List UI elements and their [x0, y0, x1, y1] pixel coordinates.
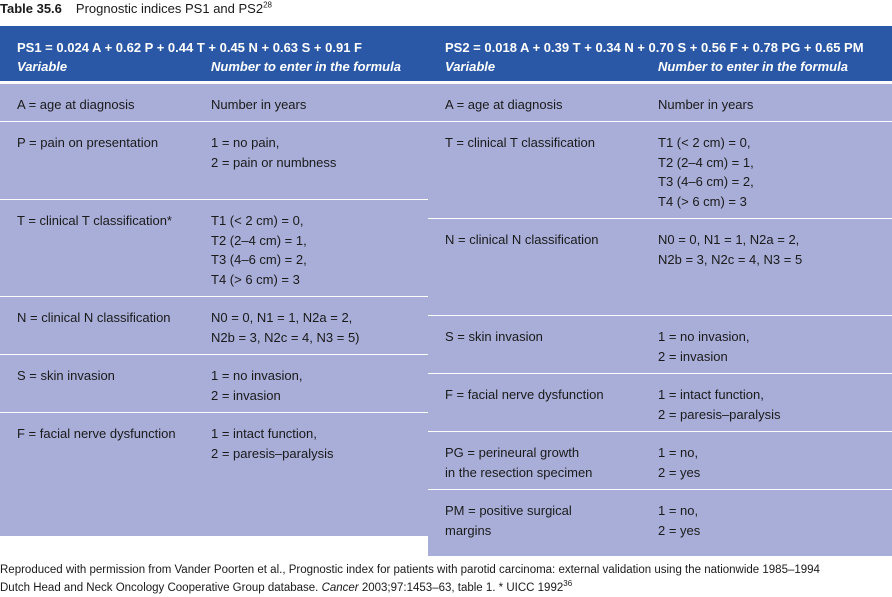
variable-text: F = facial nerve dysfunction: [17, 426, 176, 441]
variable-cell: [445, 385, 658, 431]
variable-text: N = clinical N classification: [17, 310, 171, 325]
variable-cell: [445, 327, 658, 373]
value-text: 1 = intact function,: [658, 387, 764, 402]
value-text: 2 = yes: [658, 464, 701, 480]
ps1-table: [0, 26, 428, 537]
variable-text: T = clinical T classification*: [17, 213, 172, 228]
variable-text: N = clinical N classification: [445, 232, 599, 247]
footnote-ref: 36: [563, 578, 573, 588]
ps1-formula: PS1 = 0.024 A + 0.62 P + 0.44 T + 0.45 N + 0.63 S + 0.91 F: [17, 40, 362, 55]
ps1-row: [0, 355, 428, 413]
value-text: T2 (2–4 cm) = 1,: [211, 232, 307, 248]
value-text: 1 = intact function,: [211, 426, 317, 441]
variable-cell: [445, 95, 658, 121]
variable-text: A = age at diagnosis: [445, 97, 563, 112]
footnote-source: Dutch Head and Neck Oncology Cooperative Group database.: [0, 581, 319, 594]
value-text: 1 = no,: [658, 445, 699, 460]
value-cell: [211, 211, 307, 296]
ps2-row: [428, 316, 892, 374]
value-cell: [211, 95, 306, 121]
table-footnote: [0, 562, 892, 597]
value-text: 2 = paresis–paralysis: [211, 445, 334, 461]
value-text: N0 = 0, N1 = 1, N2a = 2,: [211, 310, 353, 325]
value-cell: [658, 230, 802, 315]
variable-cell: [17, 95, 211, 121]
footnote-citation: 2003;97:1453–63, table 1. * UICC 1992: [361, 581, 564, 594]
value-text: T1 (< 2 cm) = 0,: [211, 213, 304, 228]
value-text: 1 = no invasion,: [211, 368, 303, 383]
table-caption: [0, 0, 272, 22]
value-cell: [658, 501, 700, 556]
ps1-row: [0, 122, 428, 200]
value-text: N0 = 0, N1 = 1, N2a = 2,: [658, 232, 800, 247]
value-text: T3 (4–6 cm) = 2,: [211, 252, 307, 267]
value-text: T3 (4–6 cm) = 2,: [658, 174, 754, 189]
variable-cell: [445, 501, 658, 556]
ps1-row: [0, 200, 428, 297]
value-text: Number in years: [211, 97, 307, 112]
variable-cell: [445, 230, 658, 315]
value-text: N2b = 3, N2c = 4, N3 = 5: [658, 251, 803, 267]
ps1-row: [0, 84, 428, 122]
value-text: T4 (> 6 cm) = 3: [211, 271, 300, 287]
value-text: 2 = yes: [658, 522, 701, 538]
variable-text: S = skin invasion: [445, 329, 543, 344]
ps2-formula: PS2 = 0.018 A + 0.39 T + 0.34 N + 0.70 S + 0.56 F + 0.78 PG + 0.65 PM: [445, 40, 864, 55]
ps1-rows: [0, 84, 428, 537]
ps1-row: [0, 413, 428, 537]
value-cell: [211, 133, 336, 199]
value-text: T2 (2–4 cm) = 1,: [658, 154, 754, 170]
value-text: 2 = invasion: [211, 387, 281, 403]
variable-cell: [17, 308, 211, 354]
ps2-row: [428, 374, 892, 432]
footnote-line-1: Reproduced with permission from Vander Poorten et al., Prognostic index for patients with parotid carcinoma: external validation using the nationwide 1985–1994: [0, 564, 820, 576]
variable-cell: [17, 211, 211, 296]
table-title-ref: 28: [263, 0, 272, 10]
value-cell: [211, 308, 360, 354]
ps2-col-number: Number to enter in the formula: [658, 59, 848, 74]
variable-text: F = facial nerve dysfunction: [445, 387, 604, 402]
table-label: Table 35.6: [0, 1, 62, 16]
ps1-header: [0, 26, 428, 81]
ps1-col-number: Number to enter in the formula: [211, 59, 401, 74]
footnote-line-2: [0, 580, 892, 597]
value-text: T1 (< 2 cm) = 0,: [658, 135, 751, 150]
variable-text: in the resection specimen: [445, 464, 593, 480]
value-text: Number in years: [658, 97, 754, 112]
ps2-table: [428, 26, 892, 557]
variable-text: PG = perineural growth: [445, 445, 580, 460]
footnote-journal: Cancer: [321, 581, 359, 594]
variable-text: S = skin invasion: [17, 368, 115, 383]
value-text: 1 = no invasion,: [658, 329, 750, 344]
ps2-row: [428, 490, 892, 557]
value-text: 2 = invasion: [658, 348, 728, 364]
table-title: Prognostic indices PS1 and PS2: [75, 1, 264, 16]
variable-cell: [445, 133, 658, 218]
variable-cell: [17, 133, 211, 199]
ps2-row: [428, 84, 892, 122]
ps2-rows: [428, 84, 892, 557]
variable-text: P = pain on presentation: [17, 135, 159, 150]
value-text: N2b = 3, N2c = 4, N3 = 5): [211, 329, 360, 345]
value-text: 1 = no,: [658, 503, 699, 518]
value-cell: [211, 366, 302, 412]
ps2-row: [428, 432, 892, 490]
variable-text: margins: [445, 522, 492, 538]
value-text: T4 (> 6 cm) = 3: [658, 193, 747, 209]
value-text: 1 = no pain,: [211, 135, 280, 150]
ps1-col-variable: Variable: [17, 59, 68, 74]
variable-text: PM = positive surgical: [445, 503, 572, 518]
ps2-col-variable: Variable: [445, 59, 496, 74]
value-text: 2 = paresis–paralysis: [658, 406, 781, 422]
variable-cell: [445, 443, 658, 489]
ps1-row: [0, 297, 428, 355]
variable-cell: [17, 366, 211, 412]
variable-cell: [17, 424, 211, 536]
value-cell: [658, 385, 780, 431]
ps2-row: [428, 219, 892, 316]
value-cell: [658, 95, 753, 121]
value-cell: [658, 327, 749, 373]
value-cell: [211, 424, 333, 536]
value-cell: [658, 133, 754, 218]
variable-text: T = clinical T classification: [445, 135, 595, 150]
variable-text: A = age at diagnosis: [17, 97, 135, 112]
ps2-header: [428, 26, 892, 81]
value-cell: [658, 443, 700, 489]
value-text: 2 = pain or numbness: [211, 154, 337, 170]
ps2-row: [428, 122, 892, 219]
